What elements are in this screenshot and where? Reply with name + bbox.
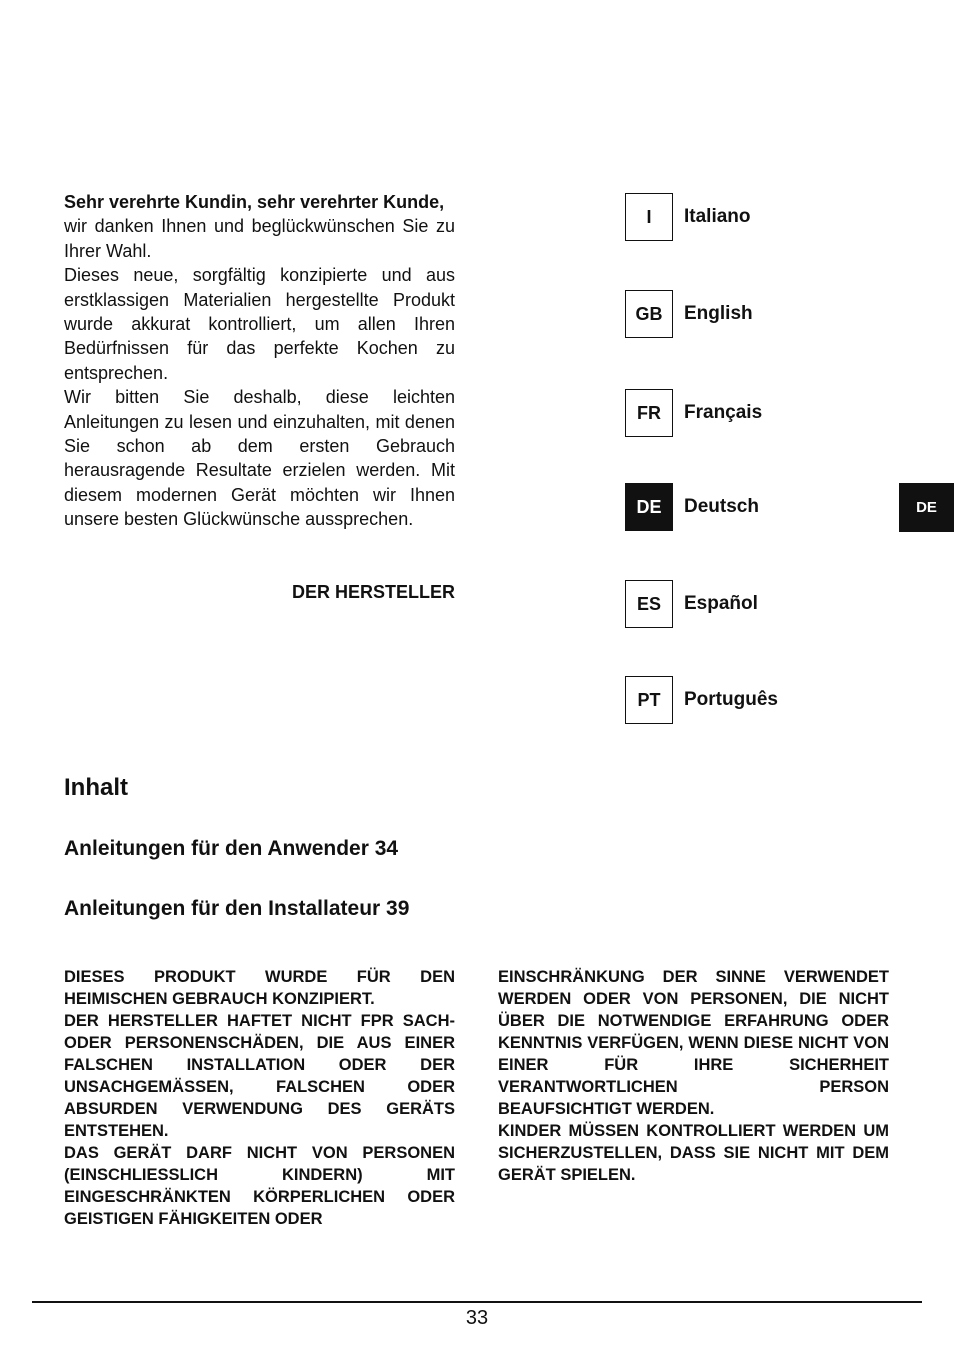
greeting-paragraph-3: Wir bitten Sie deshalb, diese leichten Anleitungen zu lesen und einzuhalten, mit denen Sie schon ab dem ersten Gebrauch herausragende Resultate erzielen werden. Mit diesem modernen Gerät möchten wir Ihnen unsere besten Glückwünsche aussprechen. [64, 387, 455, 530]
warning-column-right [498, 966, 889, 1186]
language-name: Italiano [684, 206, 751, 227]
warning-paragraph: DAS GERÄT DARF NICHT VON PERSONEN (EINSCHLIESSLICH KINDERN) MIT EINGESCHRÄNKTEN KÖRPERLICHEN ODER GEISTIGEN FÄHIGKEITEN ODER [64, 1144, 455, 1228]
page-number: 33 [465, 1307, 489, 1329]
language-code-box: PT [625, 676, 673, 724]
language-name: Français [684, 402, 763, 423]
salutation: Sehr verehrte Kundin, sehr verehrter Kunde, [64, 192, 445, 212]
greeting-paragraph-2: Dieses neue, sorgfältig konzipierte und aus erstklassigen Materialien hergestellte Produkt wurde akkurat kontrolliert, um allen Ihren Bedürfnissen für das perfekte Kochen zu entsprechen. [64, 265, 455, 383]
language-name: English [684, 303, 753, 324]
side-language-tab[interactable]: DE [899, 483, 954, 532]
language-item-portugues[interactable] [625, 676, 778, 724]
warning-paragraph: EINSCHRÄNKUNG DER SINNE VERWENDET WERDEN ODER VON PERSONEN, DIE NICHT ÜBER DIE NOTWENDIGE ERFAHRUNG ODER KENNTNIS VERFÜGEN, WENN DIESE NICHT VON EINER FÜR IHRE SICHERHEIT VERANTWORTLICHEN PERSON BEAUFSICHTIGT WERDEN. [498, 968, 889, 1118]
language-item-italiano[interactable] [625, 193, 751, 241]
language-item-english[interactable] [625, 290, 753, 338]
language-code-box: GB [625, 290, 673, 338]
language-code-box-active: DE [625, 483, 673, 531]
greeting-paragraph-1: wir danken Ihnen und beglückwünschen Sie zu Ihrer Wahl. [64, 216, 455, 261]
toc-item-installer-instructions[interactable]: Anleitungen für den Installateur 39 [64, 897, 410, 920]
language-item-deutsch[interactable] [625, 483, 759, 531]
language-name: Português [684, 689, 778, 710]
footer-divider [32, 1301, 922, 1303]
toc-item-user-instructions[interactable]: Anleitungen für den Anwender 34 [64, 837, 399, 860]
greeting-block [64, 190, 455, 532]
language-name: Deutsch [684, 496, 759, 517]
language-item-francais[interactable] [625, 389, 762, 437]
warning-paragraph: KINDER MÜSSEN KONTROLLIERT WERDEN UM SICHERZUSTELLEN, DASS SIE NICHT MIT DEM GERÄT SPIELEN. [498, 1122, 889, 1184]
language-code-box: ES [625, 580, 673, 628]
signature: DER HERSTELLER [291, 582, 455, 602]
toc-title: Inhalt [64, 774, 128, 801]
language-code-box: I [625, 193, 673, 241]
warning-paragraph: DIESES PRODUKT WURDE FÜR DEN HEIMISCHEN GEBRAUCH KONZIPIERT. [64, 968, 455, 1008]
language-name: Español [684, 593, 758, 614]
language-code-box: FR [625, 389, 673, 437]
language-item-espanol[interactable] [625, 580, 758, 628]
warning-column-left [64, 966, 455, 1230]
warning-paragraph: DER HERSTELLER HAFTET NICHT FPR SACH- ODER PERSONENSCHÄDEN, DIE AUS EINER FALSCHEN INSTALLATION ODER DER UNSACHGEMÄSSEN, FALSCHEN ODER ABSURDEN VERWENDUNG DES GERÄTS ENTSTEHEN. [64, 1012, 455, 1140]
